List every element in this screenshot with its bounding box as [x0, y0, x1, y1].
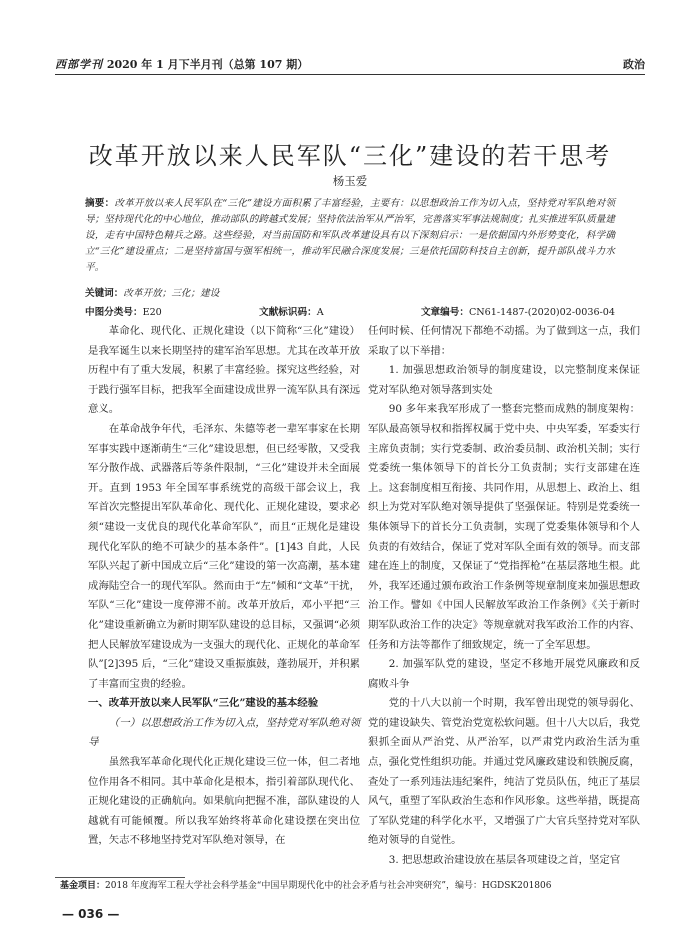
point-heading-3: 3. 把思想政治建设放在基层各项建设之首，坚定官: [388, 854, 621, 867]
point-heading-2: 2. 加强军队党的建设，坚定不移地开展党风廉政和反腐败斗争: [368, 658, 640, 690]
clc-code: [85, 304, 162, 318]
page-number: — 036 —: [62, 907, 120, 921]
classification-line: [85, 304, 615, 318]
clc-value: E20: [142, 307, 162, 318]
running-header: [55, 50, 645, 72]
clc-label: 中图分类号：: [85, 307, 143, 318]
issue-info: 2020 年 1 月下半月刊（总第 107 期）: [106, 58, 309, 71]
journal-issue: [55, 56, 308, 72]
header-rule: [55, 74, 645, 75]
doc-code: [259, 304, 324, 318]
subsection-heading-1: （一）以思想政治工作为切入点，坚持党对军队绝对领导: [88, 716, 360, 749]
article-title: 改革开放以来人民军队“三化”建设的若干思考: [88, 142, 612, 171]
right-column: [368, 322, 640, 871]
abstract-label: 摘要：: [85, 198, 115, 209]
journal-name: 西部学刊: [55, 58, 103, 71]
left-paragraph-2: 在革命战争年代，毛泽东、朱德等老一辈军事家在长期军事实践中逐渐萌生“三化”建设思想，但已经零散，又受我军分散作战、武器落后等条件限制，“三化”建设并未全面展开。直到 1953 年全国军事系统党的高级干部会议上，我军首次完整提出军队革命化、现代化、正规化建设，要求必须“建设一支优良的现代化革命军队”，而且“正规化是建设现代化军队的绝不可缺少的基本条件”。[1]43 自此，人民军队兴起了新中国成立后“三化”建设的第一次高潮，基本建成海陆空合一的现代军队。然而由于“左”倾和“文革”干扰，军队“三化”建设一度停滞不前。改革开放后，邓小平把“三化”建设重新确立为新时期军队建设的总目标，又强调“必须把人民解放军建设成为一支强大的现代化、正规化的革命军队”[2]395 后，“三化”建设又重振旗鼓，蓬勃展开，并积累了丰富而宝贵的经验。: [88, 422, 360, 690]
section-heading-1: 一、改革开放以来人民军队“三化”建设的基本经验: [88, 697, 319, 710]
funding-footnote: [60, 879, 645, 893]
footnote-label: 基金项目：: [60, 881, 106, 891]
section-label: 政治: [623, 58, 645, 71]
doc-value: A: [316, 307, 324, 318]
right-paragraph-3: 党的十八大以前一个时期，我军曾出现党的领导弱化、党的建设缺失、管党治党宽松软问题。但十八大以后，我党狠抓全面从严治党、从严治军，以严肃党内政治生活为重点，强化党性组织功能。并通过党风廉政建设和铁腕反腐，查处了一系列违法违纪案件，纯洁了党员队伍，纯正了基层风气，重塑了军队政治生态和作风形象。这些举措，既提高了军队党建的科学化水平，又增强了广大官兵坚持党对军队绝对领导的自觉性。: [368, 697, 640, 847]
keywords: [85, 286, 615, 302]
right-paragraph-1: 任何时候、任何情况下都绝不动摇。为了做到这一点，我们采取了以下举措：: [368, 325, 640, 357]
left-column: [88, 322, 360, 851]
abstract-text: 改革开放以来人民军队在“三化”建设方面积累了丰富经验，主要有：以思想政治工作为切入点，坚持党对军队绝对领导；坚持现代化的中心地位，推动部队的跨越式发展；坚持依法治军从严治军，完善落实军事法规制度；扎实推进军队质量建设，走有中国特色精兵之路。这些经验，对当前国防和军队改革建设具有以下深刻启示：一是依据国内外形势变化，科学确立“三化”建设重点；二是坚持富国与强军相统一，推动军民融合深度发展；三是依托国防科技自主创新，提升部队战斗力水平。: [85, 198, 616, 273]
abstract: [85, 196, 615, 276]
id-label: 文章编号：: [420, 307, 469, 318]
id-value: CN61-1487-(2020)02-0036-04: [468, 307, 615, 318]
keywords-text: 改革开放；三化；建设: [123, 288, 220, 299]
footnote-text: 2018 年度海军工程大学社会科学基金“中国早期现代化中的社会矛盾与社会冲突研究”，编号：HGDSK201806: [105, 881, 552, 891]
author-name: 杨玉爱: [332, 174, 368, 188]
left-paragraph-3: 虽然我军革命化现代化正规化建设三位一体，但二者地位作用各不相同。其中革命化是根本，指引着部队现代化、正规化建设的正确航向。如果航向把握不准，部队建设的人越就有可能倾覆。所以我军始终将革命化建设摆在突出位置，矢志不移地坚持党对军队绝对领导，在: [88, 756, 360, 847]
right-paragraph-2: 90 多年来我军形成了一整套完整而成熟的制度架构：军队最高领导权和指挥权属于党中央、中央军委，军委实行主席负责制；实行党委制、政治委员制、政治机关制；实行党委统一集体领导下的首长分工负责制；实行支部建在连上。这套制度相互衔接、共同作用，从思想上、政治上、组织上为党对军队绝对领导提供了坚强保证。特别是党委统一集体领导下的首长分工负责制，实现了党委集体领导和个人负责的有效结合，保证了党对军队全面有效的领导。而支部建在连上的制度，又保证了“党指挥枪”在基层落地生根。此外，我军还通过颁布政治工作条例等规章制度来加强思想政治工作。譬如《中国人民解放军政治工作条例》《关于新时期军队政治工作的决定》等规章就对我军政治工作的内容、任务和方法等都作了细致规定，统一了全军思想。: [368, 403, 640, 651]
article-id: [421, 304, 615, 318]
left-paragraph-1: 革命化、现代化、正规化建设（以下简称“三化”建设）是我军诞生以来长期坚持的建军治军思想。尤其在改革开放历程中有了重大发展，积累了丰富经验。探究这些经验，对于践行强军目标，把我军全面建设成世界一流军队具有深远意义。: [88, 325, 360, 416]
doc-label: 文献标识码：: [259, 307, 317, 318]
footnote-rule: [55, 877, 185, 878]
point-heading-1: 1. 加强思想政治领导的制度建设，以完整制度来保证党对军队绝对领导落到实处: [368, 364, 640, 396]
keywords-label: 关键词：: [85, 288, 124, 299]
